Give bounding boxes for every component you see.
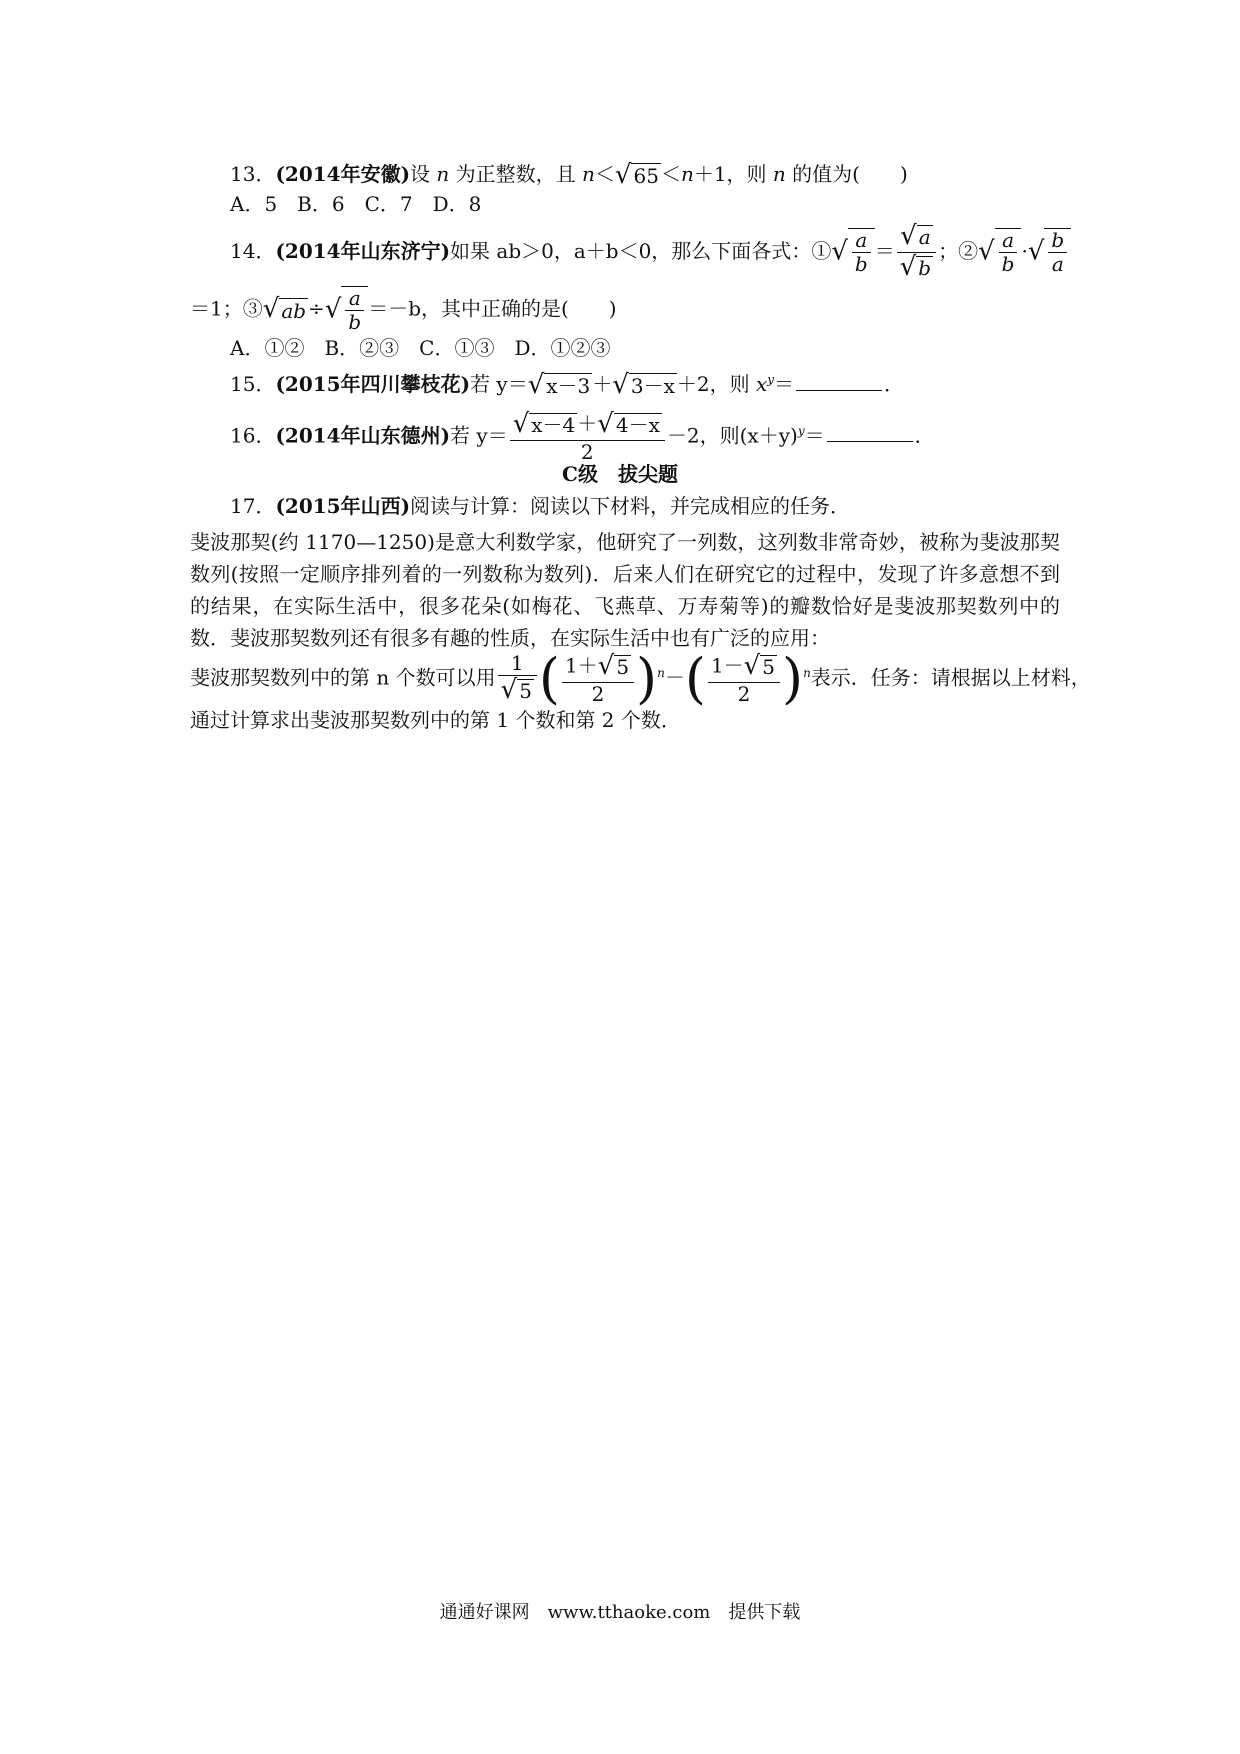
sqrt-65: √ 65 (614, 160, 659, 190)
question-16: 16．(2014年山东德州)若 y＝ $\frac{√ x-4 +√ 4-x}{2}$ －2，则$(x+y)^y=$ ． (230, 409, 935, 464)
sqrt-ab: √ ab (262, 294, 307, 325)
frac-sqrt-sum: $\frac{√ x-4 +√ 4-x}{2}$ (510, 410, 665, 464)
question-17-material: 斐波那契(约 1170—1250)是意大利数学家，他研究了一列数，这列数非常奇妙，被称为斐波那契数列(按照一定顺序排列着的一列数称为数列)．后来人们在研究它的过程中，发现了许多意想不到的结果，在实际生活中，很多花朵(如梅花、飞燕草、万寿菊等)的瓣数恰好是斐波那契数列中的数．斐波那契数列还有很多有趣的性质，在实际生活中也有广泛的应用： (190, 530, 1060, 650)
frac-1-minus-sqrt5: $\frac{1-√ 5}{2}$ (708, 652, 780, 706)
source-tag: (2015年山西) (275, 494, 411, 518)
source-tag: (2014年安徽) (275, 162, 411, 187)
frac-1-over-sqrt5: $\frac{1}{√ 5}$ (498, 652, 537, 706)
question-17-last: 通过计算求出斐波那契数列中的第 1 个数和第 2 个数． (190, 708, 681, 732)
source-tag: (2014年山东德州) (275, 423, 451, 448)
answer-blank[interactable] (796, 372, 882, 391)
section-heading: C级 拔尖题 (562, 462, 678, 486)
question-15: 15．(2015年四川攀枝花)若 y＝√ x－3 ＋√ 3－x ＋2，则 $x^y=$ ． (230, 370, 905, 400)
question-17: 17．(2015年山西)阅读与计算：阅读以下材料，并完成相应的任务． (230, 494, 851, 518)
frac-1-plus-sqrt5: $\frac{1+√ 5}{2}$ (562, 652, 634, 706)
question-13: 13．(2014年安徽)设 n 为正整数，且 n＜√ 65 ＜n＋1，则 n 的值为( ) (230, 160, 908, 190)
sqrt-a-over-b: √ $\frac{a}{b}$ (831, 228, 874, 276)
question-14-cont: ＝1；③√ ab ÷√ $\frac{a}{b}$ ＝－b，其中正确的是( ) (190, 286, 617, 334)
question-13-options: A．5 B．6 C．7 D．8 (230, 192, 482, 216)
question-17-formula: 斐波那契数列中的第 n 个数可以用 $\frac{1}{√ 5}$ ( $\frac{1+√ 5}{2}$ )$^n$－( $\frac{1-√ 5}{2}$ )$^n$表示．任务：请根据以上材料， (190, 647, 1091, 710)
source-tag: (2015年四川攀枝花) (275, 372, 471, 397)
question-14-options: A．①② B．②③ C．①③ D．①②③ (230, 336, 611, 360)
frac-sqrta-sqrtb: $\frac{√ a}{√ b}$ (897, 222, 936, 283)
sqrt-a-over-b-3: √ $\frac{a}{b}$ (325, 286, 368, 334)
sqrt-b-over-a: √ $\frac{b}{a}$ (1028, 228, 1071, 276)
question-14: 14．(2014年山东济宁)如果 ab＞0，a＋b＜0，那么下面各式：①√ $\frac{a}{b}$ ＝ $\frac{√ a}{√ b}$ ；②√ $\frac{a}{b}$ ·√ $\frac{b}{a}$ (230, 222, 1071, 283)
footer-credit: 通通好课网 www.tthaoke.com 提供下载 (439, 1602, 801, 1623)
sqrt-a-over-b-2: √ $\frac{a}{b}$ (978, 228, 1021, 276)
answer-blank[interactable] (827, 423, 913, 442)
source-tag: (2014年山东济宁) (275, 238, 451, 263)
